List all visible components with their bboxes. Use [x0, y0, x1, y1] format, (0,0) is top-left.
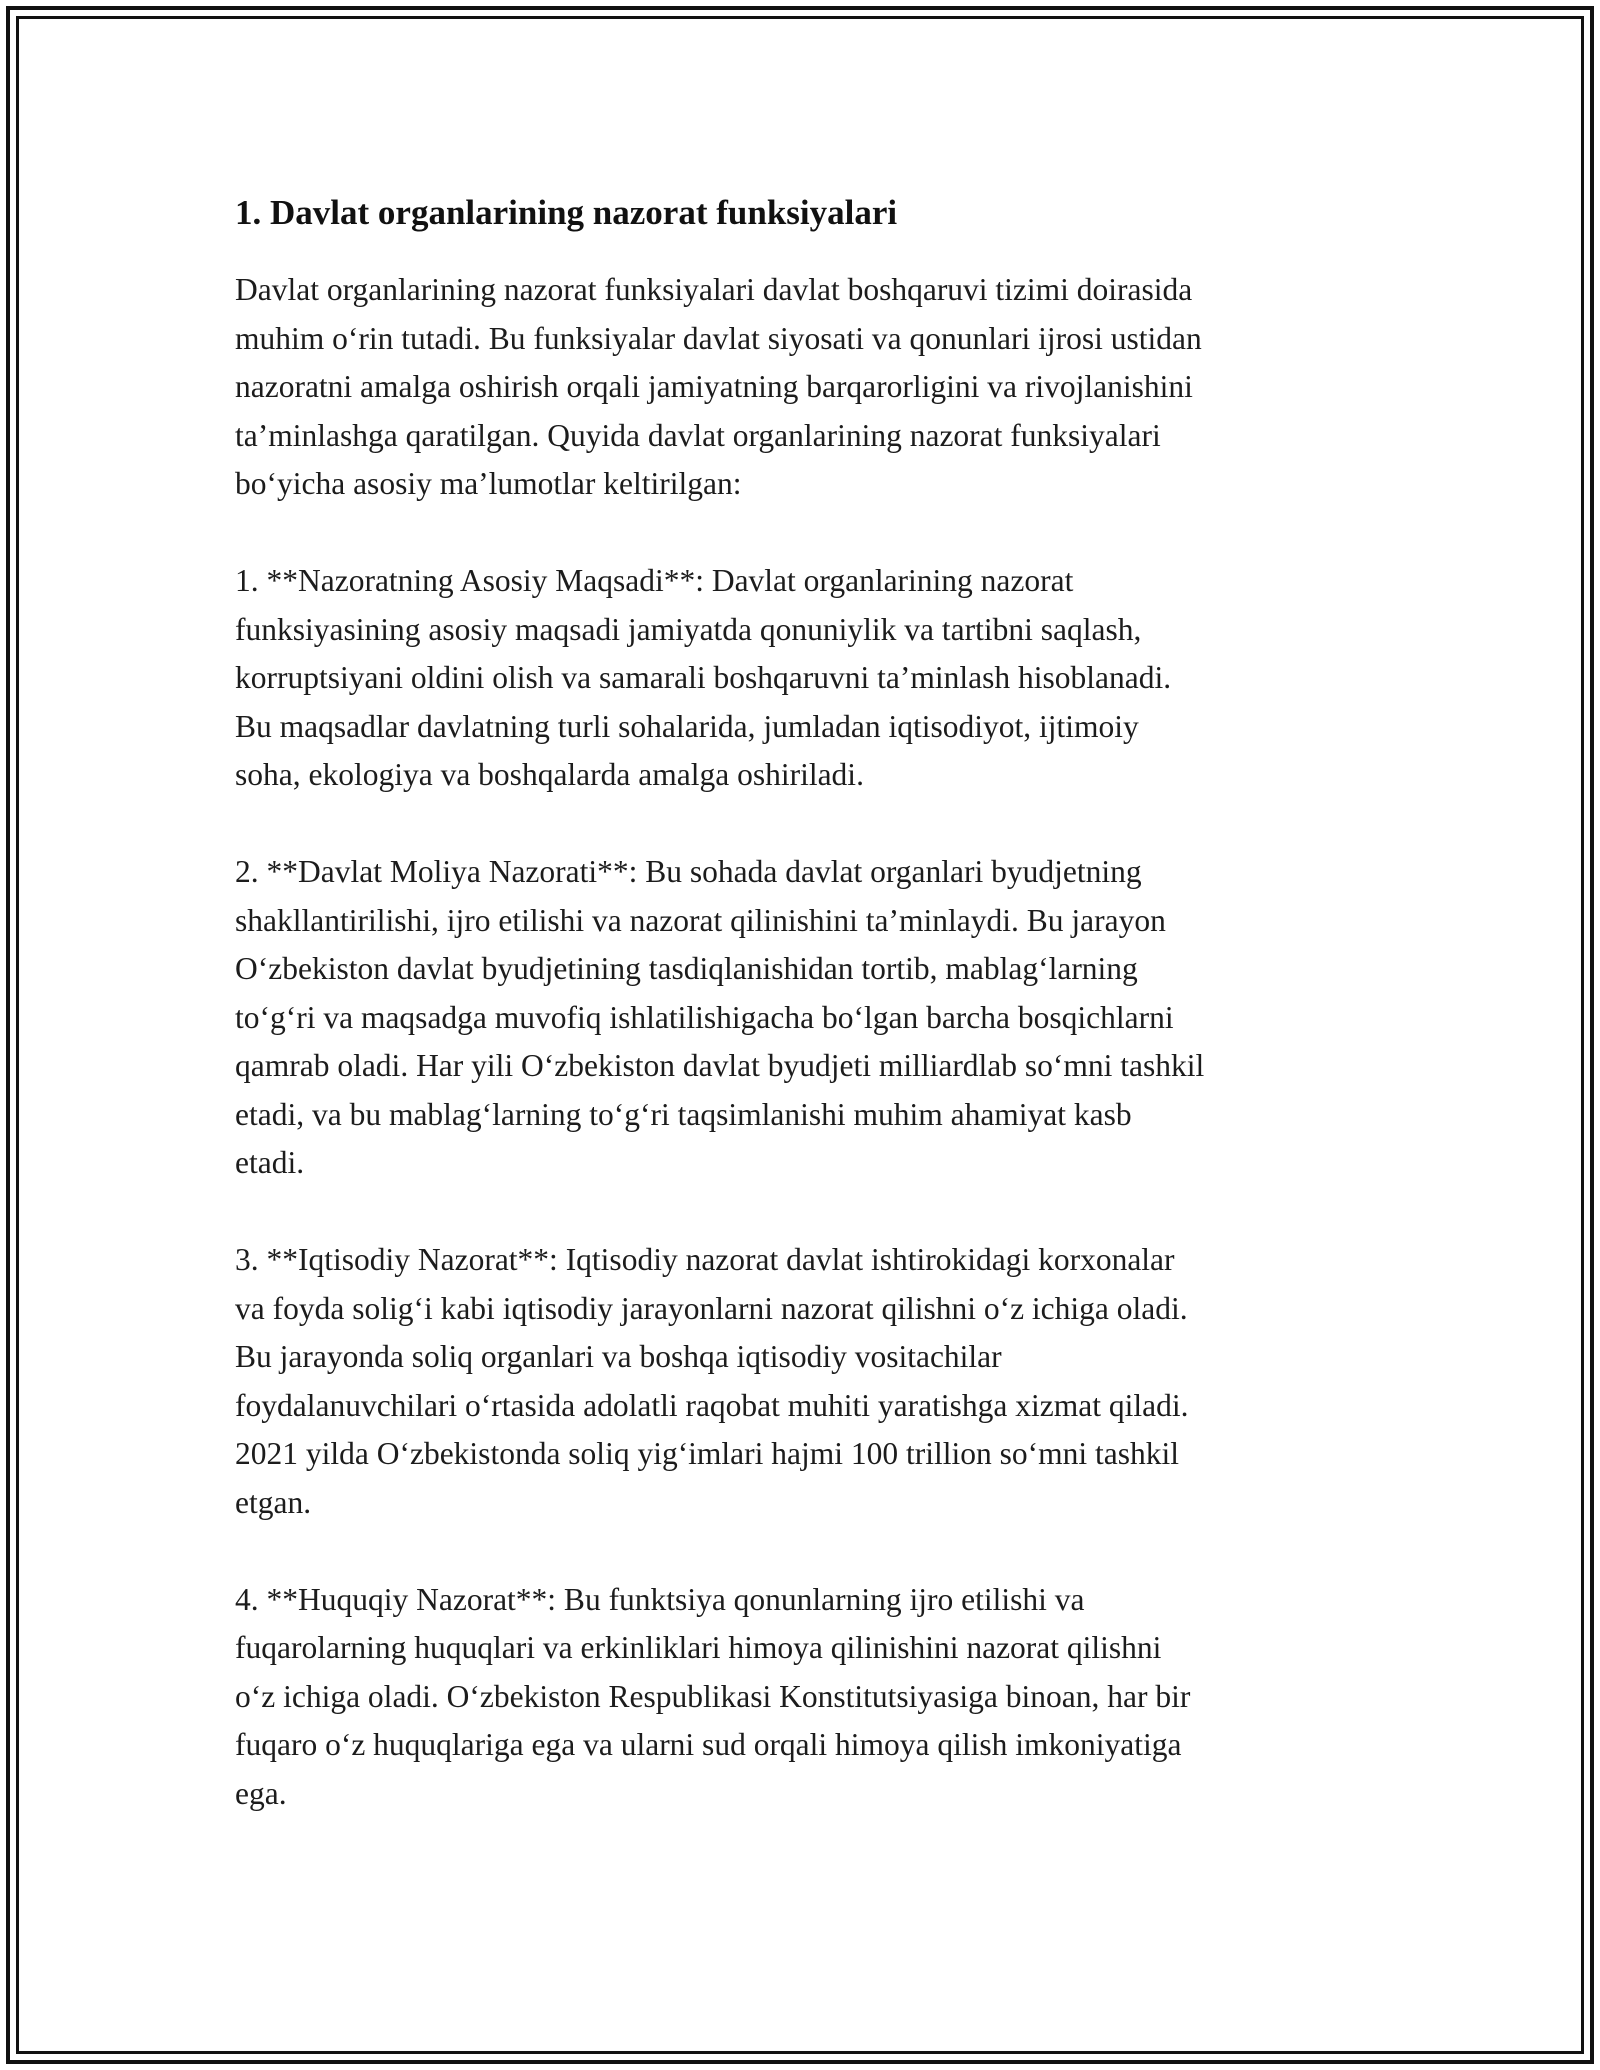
section-2-paragraph: 2. **Davlat Moliya Nazorati**: Bu sohada davlat organlari byudjetning shakllantirilishi, ijro etilishi va nazorat qilinishini taʼminlaydi. Bu jarayon Oʻzbekiston davlat byudjetining tasdiqlanishidan tortib, mablagʻlarning toʻgʻri va maqsadga muvofiq ishlatilishigacha boʻlgan barcha bosqichlarni qamrab oladi. Har yili Oʻzbekiston davlat byudjeti milliardlab soʻmni tashkil etadi, va bu mablagʻlarning toʻgʻri taqsimlanishi muhim ahamiyat kasb etadi.	[235, 854, 1205, 1180]
document-body	[235, 190, 1365, 1867]
document-title: 1. Davlat organlarining nazorat funksiyalari	[235, 193, 898, 232]
section-3-paragraph: 3. **Iqtisodiy Nazorat**: Iqtisodiy nazorat davlat ishtirokidagi korxonalar va foyda soligʻi kabi iqtisodiy jarayonlarni nazorat qilishni oʻz ichiga oladi. Bu jarayonda soliq organlari va boshqa iqtisodiy vositachilar foydalanuvchilari oʻrtasida adolatli raqobat muhiti yaratishga xizmat qiladi. 2021 yilda Oʻzbekistonda soliq yigʻimlari hajmi 100 trillion soʻmni tashkil etgan.	[235, 1242, 1189, 1520]
intro-paragraph: Davlat organlarining nazorat funksiyalari davlat boshqaruvi tizimi doirasida muhim oʻrin tutadi. Bu funksiyalar davlat siyosati va qonunlari ijrosi ustidan nazoratni amalga oshirish orqali jamiyatning barqarorligini va rivojlanishini taʼminlashga qaratilgan. Quyida davlat organlarining nazorat funksiyalari boʻyicha asosiy maʼlumotlar keltirilgan:	[235, 272, 1202, 501]
section-1-paragraph: 1. **Nazoratning Asosiy Maqsadi**: Davlat organlarining nazorat funksiyasining asosiy maqsadi jamiyatda qonuniylik va tartibni saqlash, korruptsiyani oldini olish va samarali boshqaruvni taʼminlash hisoblanadi. Bu maqsadlar davlatning turli sohalarida, jumladan iqtisodiyot, ijtimoiy soha, ekologiya va boshqalarda amalga oshiriladi.	[235, 563, 1172, 792]
section-4-paragraph: 4. **Huquqiy Nazorat**: Bu funktsiya qonunlarning ijro etilishi va fuqarolarning huquqlari va erkinliklari himoya qilinishini nazorat qilishni oʻz ichiga oladi. Oʻzbekiston Respublikasi Konstitutsiyasiga binoan, har bir fuqaro oʻz huquqlariga ega va ularni sud orqali himoya qilish imkoniyatiga ega.	[235, 1581, 1191, 1811]
